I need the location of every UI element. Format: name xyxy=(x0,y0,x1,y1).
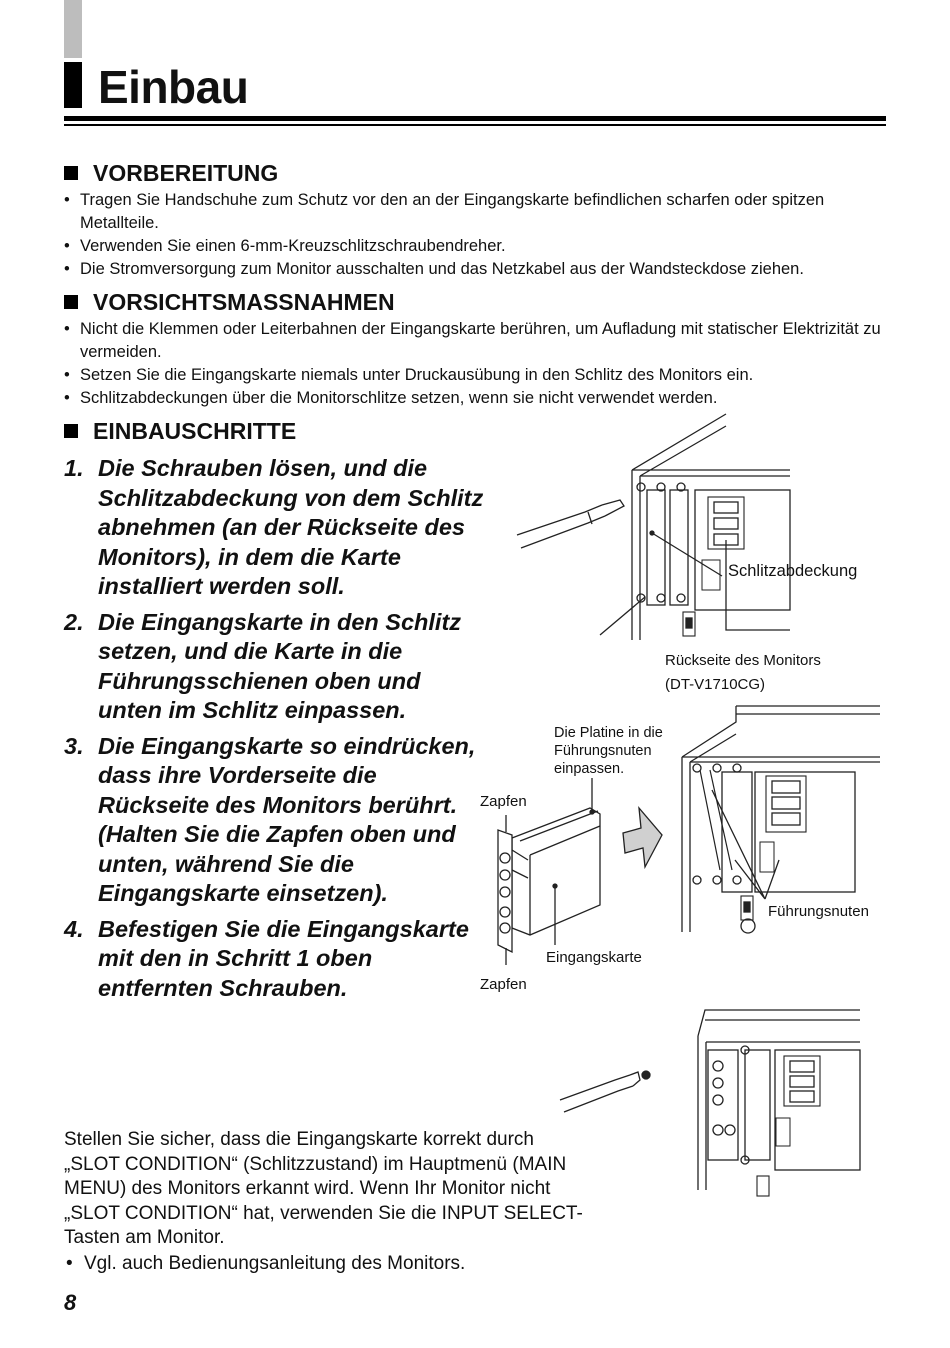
label-rear-monitor: Rückseite des Monitors xyxy=(665,652,821,669)
label-pin-bottom: Zapfen xyxy=(480,976,527,993)
section-heading-steps: EINBAUSCHRITTE xyxy=(64,417,296,445)
step-item: 1. Die Schrauben lösen, und die Schlitzabdeckung von dem Schlitz abnehmen (an der Rückseite des Monitors), in dem die Karte installiert werden soll. xyxy=(64,455,484,599)
label-input-card: Eingangskarte xyxy=(546,949,642,966)
step-item: 2. Die Eingangskarte in den Schlitz setzen, und die Karte in die Führungsschienen oben und unten im Schlitz einpassen. xyxy=(64,608,462,723)
section-heading-preparation: VORBEREITUNG xyxy=(64,159,278,187)
step-item: 4. Befestigen Sie die Eingangskarte mit den in Schritt 1 oben entfernten Schrauben. xyxy=(64,915,469,1001)
slot-condition-note: Stellen Sie sicher, dass die Eingangskarte korrekt durch „SLOT CONDITION“ (Schlitzzustand) im Hauptmenü (MAIN MENU) des Monitors erkannt wird. Wenn Ihr Monitor nicht „SLOT CONDITION“ hat, verwenden Sie die INPUT SELECT-Tasten am Monitor. xyxy=(64,1129,583,1249)
list-item: • Nicht die Klemmen oder Leiterbahnen der Eingangskarte berühren, um Aufladung mit statischer Elektrizität zu vermeiden. xyxy=(64,318,894,364)
label-rear-monitor-model: (DT-V1710CG) xyxy=(665,676,766,693)
section-heading-precautions: VORSICHTSMASSNAHMEN xyxy=(64,288,395,316)
label-fit-board-2: Führungsnuten xyxy=(554,743,652,759)
step-item: 3. Die Eingangskarte so eindrücken, dass ihre Vorderseite die Rückseite des Monitors berührt. (Halten Sie die Zapfen oben und unten, während Sie die Eingangskarte einsetzen). xyxy=(64,732,476,906)
list-item: • Verwenden Sie einen 6-mm-Kreuzschlitzschraubendreher. xyxy=(64,235,894,258)
monitor-rear-figure-3 xyxy=(560,1010,860,1196)
list-item: • Setzen Sie die Eingangskarte niemals unter Druckausübung in den Schlitz des Monitors ein. xyxy=(64,364,894,387)
page-number: 8 xyxy=(64,1290,77,1315)
list-item: • Tragen Sie Handschuhe zum Schutz vor den an der Eingangskarte befindlichen scharfen oder spitzen Metallteile. xyxy=(64,189,894,235)
monitor-rear-figure-1 xyxy=(517,414,790,640)
list-item: • Die Stromversorgung zum Monitor ausschalten und das Netzkabel aus der Wandsteckdose ziehen. xyxy=(64,258,894,281)
page-title: Einbau xyxy=(98,61,249,113)
label-guide-grooves: Führungsnuten xyxy=(768,903,869,920)
label-fit-board-3: einpassen. xyxy=(554,761,625,777)
label-slot-cover: Schlitzabdeckung xyxy=(728,562,858,580)
label-fit-board-1: Die Platine in die xyxy=(554,725,663,741)
manual-reference-bullet: • Vgl. auch Bedienungsanleitung des Monitors. xyxy=(64,1252,465,1276)
list-item: • Schlitzabdeckungen über die Monitorschlitze setzen, wenn sie nicht verwendet werden. xyxy=(64,387,894,410)
label-pin-top: Zapfen xyxy=(480,793,527,810)
